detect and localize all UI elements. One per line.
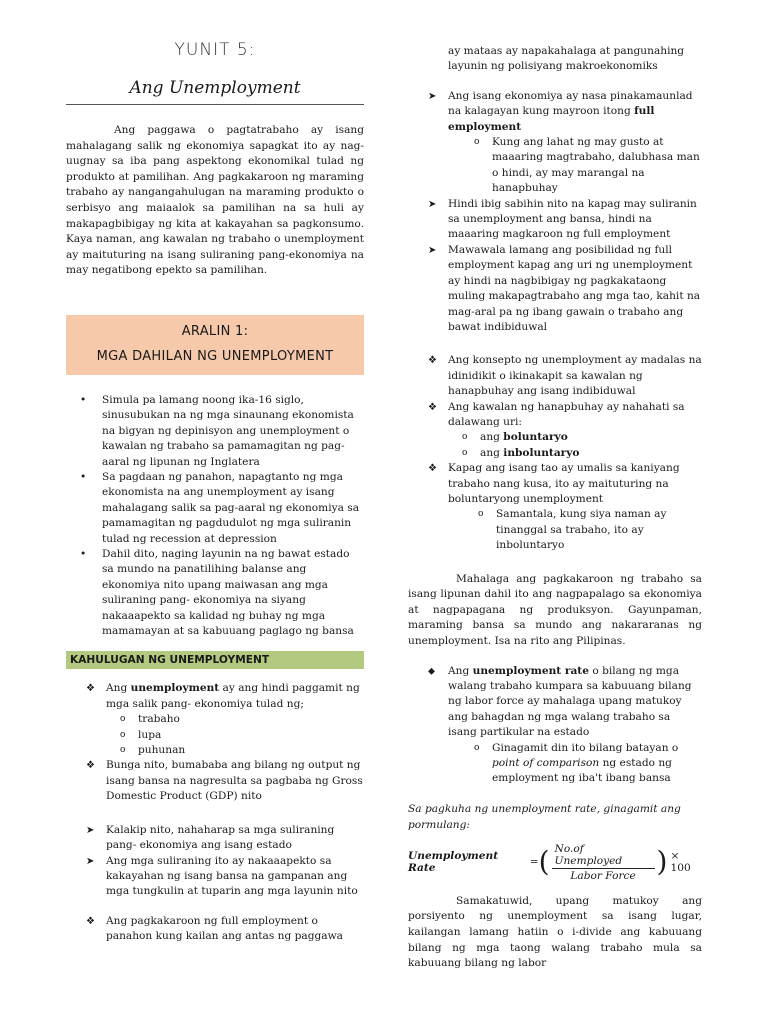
list-item: ➤ Ang mga suliraning ito ay nakaaapekto sa kakayahan ng isang bansa na gampanan ang mga tungkulin at tuparin ang mga layunin nito <box>86 854 358 898</box>
list-item: • Sa pagdaan ng panahon, napagtanto ng mga ekonomista na ang unemployment ay isang mahalagang salik sa pag-aaral ng ekonomiya sa pamamagitan ng pagdudulot ng mga suliranin tulad ng recession at depression <box>80 470 360 545</box>
circle-bullet-icon: o <box>478 509 484 520</box>
list-item: o puhunan <box>66 743 364 758</box>
list-item: • Simula pa lamang noong ika-16 siglo, sinusubukan na ng mga sinaunang ekonomista na bigyan ng depinisyon ang unemployment o kawalan ng trabaho sa pamamagitan ng pag-aaral ng lipunan ng Inglatera <box>80 393 354 468</box>
aralin-bullet-list <box>66 393 364 640</box>
list-item: o Ginagamit din ito bilang batayan o point of comparison ng estado ng employment ng iba't ibang bansa <box>474 741 679 785</box>
circle-bullet-icon: o <box>120 729 126 740</box>
formula-numerator: No.of Unemployed <box>552 843 655 869</box>
list-item: ❖ Ang unemployment ay ang hindi paggamit ng mga salik pang- ekonomiya tulad ng; <box>86 682 360 710</box>
kahulugan-header: KAHULUGAN NG UNEMPLOYMENT <box>66 651 364 669</box>
formula-lhs: Unemployment Rate <box>408 850 499 875</box>
diamond-bullet-icon: ❖ <box>428 355 437 367</box>
bullet-icon: • <box>80 548 87 560</box>
right-column <box>408 44 702 972</box>
list-item: ➤ Mawawala lamang ang posibilidad ng full employment kapag ang uri ng unemployment ay hindi na nagbibigay ng pagkakataong muling makapagtrabaho ang mga tao, kahit na mag-aral pa ng ibang gawain o trabaho ang bawat indibiduwal <box>428 243 701 333</box>
arrow-bullet-icon: ➤ <box>428 198 437 210</box>
mahalaga-paragraph: Mahalaga ang pagkakaroon ng trabaho sa isang lipunan dahil ito ang nagpapalago sa ekonomiya at nagpapagana ng produksyon. Gayunpaman, maraming bansa sa mundo ang nakararanas ng unemployment. Isa na rito ang Pilipinas. <box>408 572 702 647</box>
list-item: o lupa <box>66 728 364 743</box>
diamond-bullet-icon: ❖ <box>86 683 95 695</box>
continued-text: ay mataas ay napakahalaga at pangunahing layunin ng polisiyang makroekonomiks <box>448 45 685 73</box>
circle-bullet-icon: o <box>462 447 468 458</box>
list-item: o Kung ang lahat ng may gusto at maaaring magtrabaho, dalubhasa man o hindi, ay may marangal na hanapbuhay <box>474 136 700 195</box>
diamond-bullet-icon: ❖ <box>86 915 95 927</box>
diamond-bullet-icon: ❖ <box>428 401 437 413</box>
arrow-bullet-icon: ➤ <box>428 90 437 102</box>
list-item: ➤ Kalakip nito, nahaharap sa mga suliraning pang- ekonomiya ang isang estado <box>86 823 335 852</box>
samakatuwid-paragraph: Samakatuwid, upang matukoy ang porsiyento ng unemployment sa isang lugar, kailangan lamang hatiin o i-divide ang kabuuang bilang ng mga taong walang trabaho mula sa kabuuang bilang ng labor <box>408 894 702 970</box>
left-column <box>66 40 364 945</box>
list-item: o Samantala, kung siya naman ay tinanggal sa trabaho, ito ay inboluntaryo <box>478 508 667 552</box>
list-item: ❖ Bunga nito, bumababa ang bilang ng output ng isang bansa na nagresulta sa pagbaba ng Gross Domestic Product (GDP) nito <box>86 759 363 803</box>
arrow-bullet-icon: ➤ <box>86 824 95 836</box>
list-item: o trabaho <box>66 712 364 727</box>
list-item: ❖ Ang konsepto ng unemployment ay madalas na idinidikit o ikinakapit sa kawalan ng hanapbuhay ang isang indibiduwal <box>428 354 702 398</box>
list-item: o ang inboluntaryo <box>408 446 702 461</box>
arrow-bullet-icon: ➤ <box>428 244 437 256</box>
formula-intro: Sa pagkuha ng unemployment rate, ginagamit ang pormulang: <box>408 802 681 831</box>
list-item: ➤ Ang isang ekonomiya ay nasa pinakamaunlad na kalagayan kung mayroon itong full employment <box>428 89 693 133</box>
aralin-number: ARALIN 1: <box>181 323 249 339</box>
list-item: ➤ Hindi ibig sabihin nito na kapag may suliranin sa unemployment ang bansa, hindi na maaaring magkaroon ng full employment <box>428 197 697 241</box>
circle-bullet-icon: o <box>120 714 126 725</box>
arrow-bullet-icon: ➤ <box>86 855 95 867</box>
aralin-banner <box>66 315 364 375</box>
intro-paragraph: Ang paggawa o pagtatrabaho ay isang mahalagang salik ng ekonomiya sapagkat ito ay nag-uugnay sa iba pang aspektong ekonomikal tulad ng produkto at pamilihan. Ang pagkakaroon ng maraming trabaho ay nangangahulugan na maraming produkto o serbisyo ang maiaalok sa pamilihan na sa huli ay makapagbibigay ng kita at kakayahan sa pagkonsumo. Kaya naman, ang kawalan ng trabaho o unemployment ay maituturing na isang suliraning pang-ekonomiya na may negatibong epekto sa pamilihan. <box>66 124 364 277</box>
diamond-bullet-icon: ❖ <box>428 463 437 475</box>
formula-fraction <box>552 843 655 882</box>
bullet-icon: • <box>80 393 87 406</box>
list-item: • Dahil dito, naging layunin na ng bawat estado sa mundo na panatilihing balanse ang ekonomiya nito upang maiwasan ang mga suliraning pang- ekonomiya na siyang nakaaapekto sa kalidad ng buhay ng mga mamamayan at sa kabuuang paglago ng bansa <box>80 548 354 638</box>
circle-bullet-icon: o <box>474 137 480 148</box>
list-item: ❖ Ang pagkakaroon ng full employment o panahon kung kailan ang antas ng paggawa <box>86 914 343 943</box>
list-item: ❖ Ang kawalan ng hanapbuhay ay nahahati sa dalawang uri: <box>428 400 685 428</box>
formula-denominator: Labor Force <box>570 869 636 882</box>
circle-bullet-icon: o <box>474 742 480 753</box>
formula-multiplier: × 100 <box>670 850 691 875</box>
circle-bullet-icon: o <box>120 745 126 756</box>
list-item: ⬥ Ang unemployment rate o bilang ng mga walang trabaho kumpara sa kabuuang bilang ng labor force ay mahalaga upang matukoy ang bahagdan ng mga walang trabaho sa isang partikular na estado <box>428 664 692 739</box>
diamond-bullet-icon: ❖ <box>86 760 95 772</box>
main-title: Ang Unemployment <box>66 78 364 105</box>
bullet-icon: • <box>80 470 87 483</box>
list-item: ❖ Kapag ang isang tao ay umalis sa kaniyang trabaho nang kusa, ito ay maituturing na boluntaryong unemployment <box>428 462 680 505</box>
drop-bullet-icon: ⬥ <box>428 665 435 677</box>
list-item: o ang boluntaryo <box>408 430 702 445</box>
unemployment-rate-formula: Unemployment Rate = ( $\frac{\text{No.of Unemployed}}{\text{Labor Force}}$ ) × 100 <box>408 843 702 882</box>
unit-title: YUNIT 5: <box>174 40 256 60</box>
aralin-title: MGA DAHILAN NG UNEMPLOYMENT <box>96 348 334 364</box>
circle-bullet-icon: o <box>462 432 468 443</box>
